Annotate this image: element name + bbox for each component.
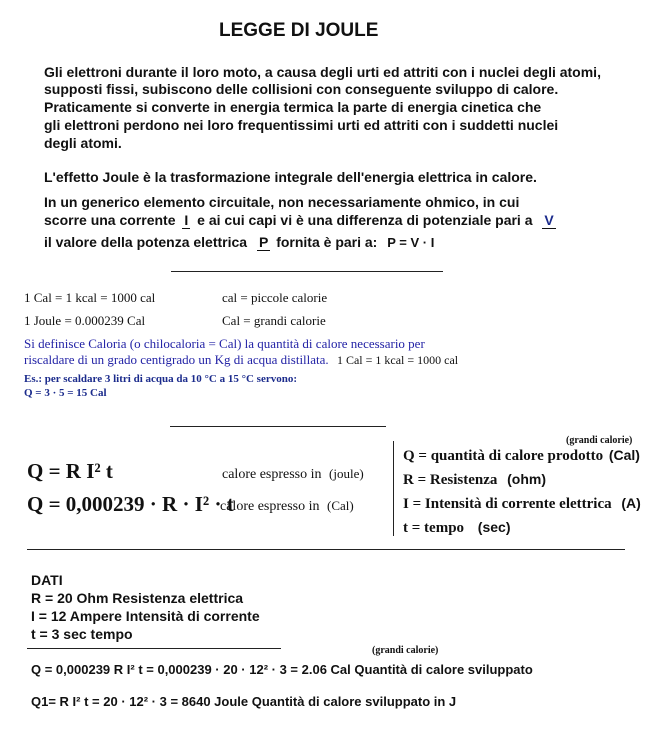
voltage-symbol: V bbox=[544, 212, 554, 228]
divider bbox=[170, 426, 386, 427]
legend-q bbox=[403, 447, 640, 465]
unit-cal-kcal: 1 Cal = 1 kcal = 1000 cal bbox=[24, 290, 156, 305]
data-current: I = 12 Ampere Intensità di corrente bbox=[31, 608, 260, 624]
intro-line: gli elettroni perdono nei loro frequentissimi urti ed attriti con i suddetti nuclei bbox=[44, 117, 559, 133]
data-heading: DATI bbox=[31, 572, 63, 588]
legend-i bbox=[403, 495, 641, 513]
data-resistance: R = 20 Ohm Resistenza elettrica bbox=[31, 590, 244, 606]
legend-r bbox=[403, 471, 546, 489]
divider bbox=[27, 648, 281, 649]
example-line-1: Es.: per scaldare 3 litri di acqua da 10 °C a 15 °C servono: bbox=[24, 373, 298, 385]
caloria-definition-line-2 bbox=[24, 352, 458, 368]
divider bbox=[171, 271, 443, 272]
intro-line: supposti fissi, subiscono delle collisioni con conseguente sviluppo di calore. bbox=[44, 81, 559, 97]
formula-q-joule: Q = R I² t bbox=[27, 459, 113, 483]
power-symbol: P bbox=[258, 234, 269, 250]
legend-text: t = tempo bbox=[403, 520, 465, 536]
legend-text: Q = quantità di calore prodotto bbox=[403, 448, 604, 464]
circuit-line-2 bbox=[44, 212, 556, 229]
formula-q-joule-label bbox=[222, 466, 364, 483]
result-q-joule: Q1= R I² t = 20 · 12² · 3 = 8640 Joule Quantità di calore sviluppato in J bbox=[31, 694, 457, 709]
legend-unit: (ohm) bbox=[507, 471, 547, 487]
page-title: LEGGE DI JOULE bbox=[219, 20, 379, 41]
legend-unit: (Cal) bbox=[608, 447, 640, 463]
divider bbox=[27, 549, 625, 550]
formula-q-cal-label bbox=[220, 498, 354, 515]
legend-t bbox=[403, 519, 510, 537]
unit-small-cal: cal = piccole calorie bbox=[222, 290, 328, 305]
legend-unit: (sec) bbox=[477, 519, 511, 535]
current-text: scorre una corrente bbox=[44, 212, 176, 228]
caloria-equivalence: 1 Cal = 1 kcal = 1000 cal bbox=[336, 353, 459, 367]
caloria-definition-line-1: Si definisce Caloria (o chilocaloria = Cal) la quantità di calore necessario per bbox=[24, 336, 425, 351]
joule-effect-definition: L'effetto Joule è la trasformazione integrale dell'energia elettrica in calore. bbox=[44, 169, 537, 185]
label-text: calore espresso in bbox=[222, 467, 322, 482]
intro-line: degli atomi. bbox=[44, 135, 122, 151]
caloria-definition-text: riscaldare di un grado centigrado un Kg di acqua distillata. bbox=[24, 352, 329, 367]
circuit-line-1: In un generico elemento circuitale, non necessariamente ohmico, in cui bbox=[44, 194, 520, 210]
unit-joule: 1 Joule = 0.000239 Cal bbox=[24, 313, 146, 328]
unit-text: (joule) bbox=[329, 466, 364, 481]
unit-text: (Cal) bbox=[327, 498, 354, 513]
result-q-cal: Q = 0,000239 R I² t = 0,000239 · 20 · 12² · 3 = 2.06 Cal Quantità di calore sviluppato bbox=[31, 662, 533, 677]
legend-text: R = Resistenza bbox=[403, 472, 498, 488]
example-line-2: Q = 3 · 5 = 15 Cal bbox=[24, 387, 107, 399]
power-text-tail: fornita è pari a: bbox=[276, 234, 378, 250]
label-text: calore espresso in bbox=[220, 499, 320, 514]
legend-unit: (A) bbox=[621, 495, 641, 511]
power-text: il valore della potenza elettrica bbox=[44, 234, 248, 250]
big-calories-note: (grandi calorie) bbox=[372, 645, 439, 656]
voltage-text: e ai cui capi vi è una differenza di potenziale pari a bbox=[197, 212, 533, 228]
formula-q-cal: Q = 0,000239 · R · I² · t bbox=[27, 492, 234, 516]
legend-separator bbox=[393, 441, 394, 536]
unit-big-cal: Cal = grandi calorie bbox=[222, 313, 326, 328]
data-time: t = 3 sec tempo bbox=[31, 626, 133, 642]
circuit-line-3 bbox=[44, 234, 434, 251]
intro-line: Praticamente si converte in energia termica la parte di energia cinetica che bbox=[44, 99, 542, 115]
current-symbol: I bbox=[184, 212, 189, 228]
intro-line: Gli elettroni durante il loro moto, a causa degli urti ed attriti con i nuclei degli atomi, bbox=[44, 64, 601, 80]
legend-text: I = Intensità di corrente elettrica bbox=[403, 496, 612, 512]
power-formula: P = V · I bbox=[387, 235, 435, 250]
big-calories-note: (grandi calorie) bbox=[566, 435, 633, 446]
